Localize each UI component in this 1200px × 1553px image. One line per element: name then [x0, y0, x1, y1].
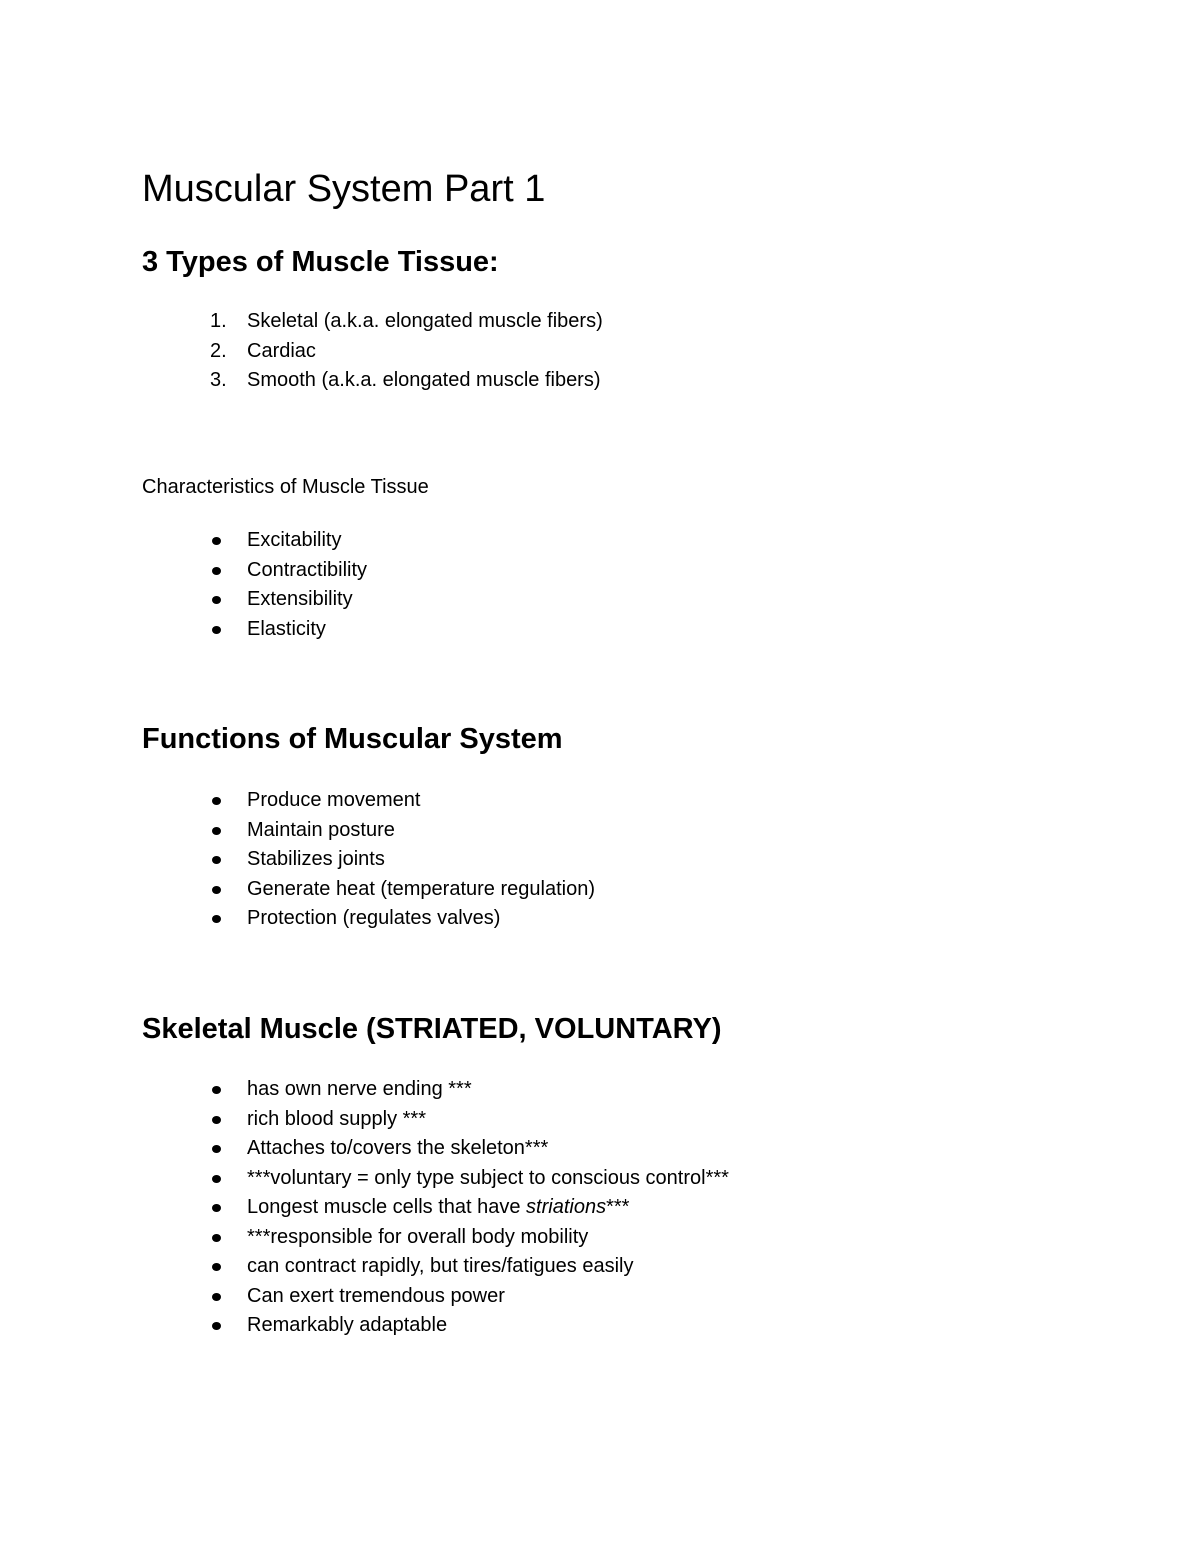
- list-item-text: Cardiac: [247, 339, 316, 362]
- types-heading: 3 Types of Muscle Tissue:: [142, 246, 499, 278]
- list-item-text: Excitability: [247, 529, 342, 551]
- bullet-icon: [212, 596, 221, 604]
- bullet-icon: [212, 797, 221, 805]
- bullet-icon: [212, 537, 221, 545]
- list-item-text: Extensibility: [247, 588, 353, 610]
- list-item-text: Generate heat (temperature regulation): [247, 877, 595, 900]
- bullet-icon: [212, 827, 221, 835]
- bullet-icon: [212, 856, 221, 864]
- list-item-text: Remarkably adaptable: [247, 1314, 448, 1336]
- skeletal-heading: Skeletal Muscle (STRIATED, VOLUNTARY): [142, 1013, 722, 1045]
- bullet-icon: [212, 1322, 221, 1330]
- list-item-text: Elasticity: [247, 617, 326, 640]
- list-item-text: rich blood supply ***: [247, 1107, 426, 1130]
- bullet-icon: [212, 1086, 221, 1094]
- list-item-text: can contract rapidly, but tires/fatigues easily: [247, 1255, 634, 1277]
- list-item-text: Contractibility: [247, 558, 368, 581]
- list-item-text: Can exert tremendous power: [247, 1284, 505, 1307]
- list-item-text: Protection (regulates valves): [247, 907, 501, 929]
- bullet-icon: [212, 886, 221, 894]
- list-item-text: [247, 1193, 629, 1223]
- bullet-icon: [212, 1116, 221, 1124]
- list-number: 3.: [210, 369, 227, 391]
- bullet-icon: [212, 1263, 221, 1271]
- list-item-text: Skeletal (a.k.a. elongated muscle fibers): [247, 310, 603, 332]
- list-item-text: ***responsible for overall body mobility: [247, 1225, 589, 1248]
- list-item-text: ***voluntary = only type subject to conscious control***: [247, 1166, 729, 1189]
- bullet-icon: [212, 1293, 221, 1301]
- list-item-text: Maintain posture: [247, 818, 395, 841]
- bullet-icon: [212, 1145, 221, 1153]
- bullet-icon: [212, 626, 221, 634]
- characteristics-heading: Characteristics of Muscle Tissue: [142, 476, 429, 498]
- list-item-text-start: Longest muscle cells that have: [247, 1196, 527, 1218]
- document-title: Muscular System Part 1: [142, 168, 546, 210]
- bullet-icon: [212, 567, 221, 575]
- bullet-icon: [212, 915, 221, 923]
- list-item-text: Stabilizes joints: [247, 848, 385, 870]
- bullet-icon: [212, 1234, 221, 1242]
- bullet-icon: [212, 1175, 221, 1183]
- functions-heading: Functions of Muscular System: [142, 723, 563, 755]
- list-item-text: Attaches to/covers the skeleton***: [247, 1137, 549, 1159]
- list-item-text-end: ***: [606, 1196, 630, 1218]
- bullet-icon: [212, 1204, 221, 1212]
- list-item-text: Produce movement: [247, 789, 421, 811]
- list-item-text: Smooth (a.k.a. elongated muscle fibers): [247, 369, 601, 391]
- italic-term: striations: [526, 1196, 607, 1218]
- list-number: 1.: [210, 310, 227, 332]
- list-number: 2.: [210, 339, 227, 362]
- list-item-text: has own nerve ending ***: [247, 1078, 472, 1100]
